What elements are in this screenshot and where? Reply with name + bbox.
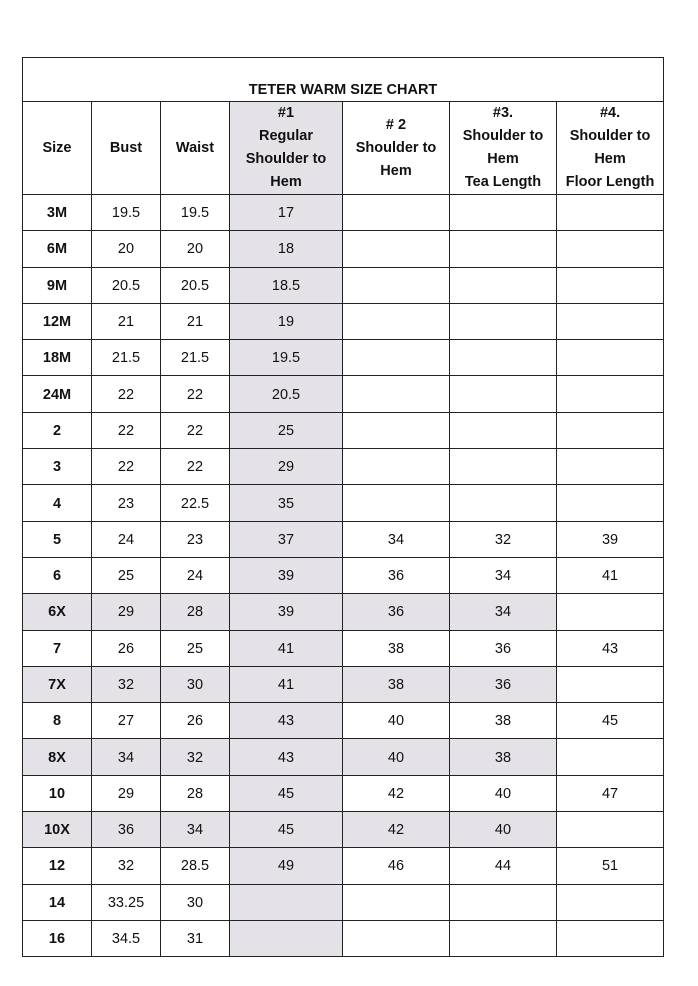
table-row bbox=[23, 666, 664, 702]
table-row bbox=[23, 703, 664, 739]
cell-size: 7 bbox=[23, 630, 92, 666]
cell-bust: 20 bbox=[92, 231, 161, 267]
cell-h4 bbox=[557, 812, 664, 848]
table-row bbox=[23, 775, 664, 811]
cell-h2: 36 bbox=[343, 557, 450, 593]
cell-waist: 23 bbox=[161, 521, 230, 557]
cell-h2: 46 bbox=[343, 848, 450, 884]
header-floor-length bbox=[557, 102, 664, 195]
table-row bbox=[23, 557, 664, 593]
cell-waist: 22.5 bbox=[161, 485, 230, 521]
cell-bust: 25 bbox=[92, 557, 161, 593]
header-shoulder-to-hem-2 bbox=[343, 102, 450, 195]
cell-h4 bbox=[557, 267, 664, 303]
cell-h3: 38 bbox=[450, 739, 557, 775]
cell-bust: 19.5 bbox=[92, 195, 161, 231]
cell-h3 bbox=[450, 884, 557, 920]
cell-waist: 25 bbox=[161, 630, 230, 666]
table-row bbox=[23, 303, 664, 339]
cell-waist: 22 bbox=[161, 412, 230, 448]
header-bust: Bust bbox=[92, 102, 161, 195]
table-row bbox=[23, 412, 664, 448]
table-row bbox=[23, 340, 664, 376]
cell-h1: 25 bbox=[230, 412, 343, 448]
cell-h3: 36 bbox=[450, 666, 557, 702]
cell-h3 bbox=[450, 920, 557, 956]
cell-bust: 34.5 bbox=[92, 920, 161, 956]
cell-waist: 34 bbox=[161, 812, 230, 848]
header-h4-line: Hem bbox=[594, 151, 626, 167]
cell-h2 bbox=[343, 449, 450, 485]
header-h3-line: Tea Length bbox=[464, 174, 542, 190]
cell-h3 bbox=[450, 412, 557, 448]
cell-h3 bbox=[450, 449, 557, 485]
cell-waist: 28.5 bbox=[161, 848, 230, 884]
cell-h1 bbox=[230, 884, 343, 920]
table-row bbox=[23, 884, 664, 920]
cell-h4 bbox=[557, 195, 664, 231]
cell-bust: 29 bbox=[92, 775, 161, 811]
cell-h1: 37 bbox=[230, 521, 343, 557]
cell-h3: 32 bbox=[450, 521, 557, 557]
cell-h3: 36 bbox=[450, 630, 557, 666]
header-h1-line: Hem bbox=[270, 174, 302, 190]
size-chart-table bbox=[22, 57, 664, 957]
cell-h4 bbox=[557, 594, 664, 630]
cell-h2: 42 bbox=[343, 775, 450, 811]
cell-h1: 41 bbox=[230, 666, 343, 702]
cell-size: 10X bbox=[23, 812, 92, 848]
header-h3-line: #3. bbox=[492, 105, 514, 121]
cell-h4 bbox=[557, 340, 664, 376]
cell-h4 bbox=[557, 449, 664, 485]
cell-size: 3 bbox=[23, 449, 92, 485]
cell-h3 bbox=[450, 231, 557, 267]
cell-h3: 34 bbox=[450, 594, 557, 630]
cell-waist: 32 bbox=[161, 739, 230, 775]
header-waist: Waist bbox=[161, 102, 230, 195]
cell-bust: 32 bbox=[92, 848, 161, 884]
title-row bbox=[23, 58, 664, 102]
cell-h2 bbox=[343, 195, 450, 231]
table-row bbox=[23, 376, 664, 412]
cell-h4 bbox=[557, 231, 664, 267]
chart-title: TETER WARM SIZE CHART bbox=[23, 58, 664, 102]
cell-h1: 18.5 bbox=[230, 267, 343, 303]
cell-size: 7X bbox=[23, 666, 92, 702]
cell-h1: 41 bbox=[230, 630, 343, 666]
cell-h4 bbox=[557, 920, 664, 956]
cell-h3 bbox=[450, 303, 557, 339]
cell-size: 16 bbox=[23, 920, 92, 956]
cell-bust: 33.25 bbox=[92, 884, 161, 920]
cell-bust: 22 bbox=[92, 449, 161, 485]
cell-h2: 34 bbox=[343, 521, 450, 557]
cell-h2 bbox=[343, 267, 450, 303]
cell-bust: 22 bbox=[92, 376, 161, 412]
cell-h4 bbox=[557, 303, 664, 339]
cell-size: 6M bbox=[23, 231, 92, 267]
cell-h3: 40 bbox=[450, 812, 557, 848]
table-row bbox=[23, 521, 664, 557]
header-h2-line: Hem bbox=[380, 162, 412, 179]
cell-size: 6 bbox=[23, 557, 92, 593]
cell-waist: 22 bbox=[161, 376, 230, 412]
cell-h2: 38 bbox=[343, 630, 450, 666]
cell-h3: 38 bbox=[450, 703, 557, 739]
cell-waist: 19.5 bbox=[161, 195, 230, 231]
cell-waist: 21 bbox=[161, 303, 230, 339]
header-h4-line: #4. bbox=[599, 105, 621, 121]
header-regular-shoulder-to-hem bbox=[230, 102, 343, 195]
header-row bbox=[23, 102, 664, 195]
cell-bust: 32 bbox=[92, 666, 161, 702]
cell-size: 8 bbox=[23, 703, 92, 739]
cell-h2 bbox=[343, 303, 450, 339]
cell-waist: 20 bbox=[161, 231, 230, 267]
cell-h1 bbox=[230, 920, 343, 956]
header-h3-line: Hem bbox=[487, 151, 519, 167]
cell-size: 9M bbox=[23, 267, 92, 303]
header-h1-line: #1 bbox=[277, 105, 295, 121]
cell-h2 bbox=[343, 340, 450, 376]
cell-waist: 30 bbox=[161, 666, 230, 702]
cell-h1: 17 bbox=[230, 195, 343, 231]
header-size: Size bbox=[23, 102, 92, 195]
cell-h1: 20.5 bbox=[230, 376, 343, 412]
cell-h1: 43 bbox=[230, 703, 343, 739]
table-row bbox=[23, 739, 664, 775]
cell-h3 bbox=[450, 195, 557, 231]
table-row bbox=[23, 594, 664, 630]
cell-h3 bbox=[450, 485, 557, 521]
cell-h1: 39 bbox=[230, 557, 343, 593]
cell-size: 18M bbox=[23, 340, 92, 376]
cell-bust: 24 bbox=[92, 521, 161, 557]
cell-h4: 51 bbox=[557, 848, 664, 884]
cell-h2: 40 bbox=[343, 703, 450, 739]
table-row bbox=[23, 812, 664, 848]
cell-h2 bbox=[343, 231, 450, 267]
cell-size: 3M bbox=[23, 195, 92, 231]
cell-bust: 23 bbox=[92, 485, 161, 521]
header-h2-line: # 2 bbox=[385, 116, 407, 133]
cell-waist: 22 bbox=[161, 449, 230, 485]
cell-waist: 21.5 bbox=[161, 340, 230, 376]
cell-h4: 39 bbox=[557, 521, 664, 557]
cell-h1: 35 bbox=[230, 485, 343, 521]
cell-h4: 47 bbox=[557, 775, 664, 811]
cell-h3 bbox=[450, 267, 557, 303]
cell-waist: 24 bbox=[161, 557, 230, 593]
cell-size: 24M bbox=[23, 376, 92, 412]
cell-size: 6X bbox=[23, 594, 92, 630]
cell-size: 10 bbox=[23, 775, 92, 811]
table-row bbox=[23, 195, 664, 231]
cell-bust: 27 bbox=[92, 703, 161, 739]
cell-h2 bbox=[343, 884, 450, 920]
cell-size: 12 bbox=[23, 848, 92, 884]
cell-h1: 18 bbox=[230, 231, 343, 267]
cell-h4: 45 bbox=[557, 703, 664, 739]
cell-waist: 31 bbox=[161, 920, 230, 956]
cell-h3: 40 bbox=[450, 775, 557, 811]
header-h3-line: Shoulder to bbox=[462, 128, 544, 144]
cell-waist: 20.5 bbox=[161, 267, 230, 303]
cell-bust: 21 bbox=[92, 303, 161, 339]
cell-waist: 28 bbox=[161, 775, 230, 811]
cell-bust: 26 bbox=[92, 630, 161, 666]
cell-h4 bbox=[557, 666, 664, 702]
header-h2-line: Shoulder to bbox=[355, 139, 437, 156]
header-tea-length bbox=[450, 102, 557, 195]
cell-h1: 43 bbox=[230, 739, 343, 775]
cell-bust: 20.5 bbox=[92, 267, 161, 303]
cell-h1: 39 bbox=[230, 594, 343, 630]
cell-h3: 34 bbox=[450, 557, 557, 593]
cell-h4 bbox=[557, 485, 664, 521]
cell-h2: 38 bbox=[343, 666, 450, 702]
header-h1-line: Shoulder to bbox=[245, 151, 327, 167]
cell-h3 bbox=[450, 376, 557, 412]
table-row bbox=[23, 848, 664, 884]
cell-h4 bbox=[557, 376, 664, 412]
cell-h3 bbox=[450, 340, 557, 376]
cell-bust: 22 bbox=[92, 412, 161, 448]
cell-h3: 44 bbox=[450, 848, 557, 884]
cell-bust: 34 bbox=[92, 739, 161, 775]
cell-size: 2 bbox=[23, 412, 92, 448]
cell-bust: 21.5 bbox=[92, 340, 161, 376]
header-h1-line: Regular bbox=[259, 128, 313, 144]
cell-size: 5 bbox=[23, 521, 92, 557]
table-row bbox=[23, 231, 664, 267]
header-h4-line: Shoulder to bbox=[569, 128, 651, 144]
cell-h4: 43 bbox=[557, 630, 664, 666]
cell-h1: 45 bbox=[230, 775, 343, 811]
cell-size: 12M bbox=[23, 303, 92, 339]
cell-h2 bbox=[343, 920, 450, 956]
cell-h2: 40 bbox=[343, 739, 450, 775]
cell-h1: 45 bbox=[230, 812, 343, 848]
cell-h1: 29 bbox=[230, 449, 343, 485]
cell-h2 bbox=[343, 485, 450, 521]
cell-bust: 36 bbox=[92, 812, 161, 848]
cell-h2: 36 bbox=[343, 594, 450, 630]
table-row bbox=[23, 630, 664, 666]
table-row bbox=[23, 449, 664, 485]
cell-h4 bbox=[557, 884, 664, 920]
cell-waist: 30 bbox=[161, 884, 230, 920]
cell-size: 8X bbox=[23, 739, 92, 775]
table-row bbox=[23, 920, 664, 956]
cell-h2: 42 bbox=[343, 812, 450, 848]
header-h4-line: Floor Length bbox=[565, 174, 655, 190]
table-row bbox=[23, 267, 664, 303]
cell-h1: 19.5 bbox=[230, 340, 343, 376]
cell-size: 14 bbox=[23, 884, 92, 920]
cell-bust: 29 bbox=[92, 594, 161, 630]
size-rows bbox=[23, 195, 664, 957]
cell-h4: 41 bbox=[557, 557, 664, 593]
cell-waist: 28 bbox=[161, 594, 230, 630]
cell-h1: 49 bbox=[230, 848, 343, 884]
cell-h2 bbox=[343, 376, 450, 412]
cell-waist: 26 bbox=[161, 703, 230, 739]
table-row bbox=[23, 485, 664, 521]
cell-h2 bbox=[343, 412, 450, 448]
cell-h1: 19 bbox=[230, 303, 343, 339]
cell-h4 bbox=[557, 739, 664, 775]
cell-size: 4 bbox=[23, 485, 92, 521]
cell-h4 bbox=[557, 412, 664, 448]
